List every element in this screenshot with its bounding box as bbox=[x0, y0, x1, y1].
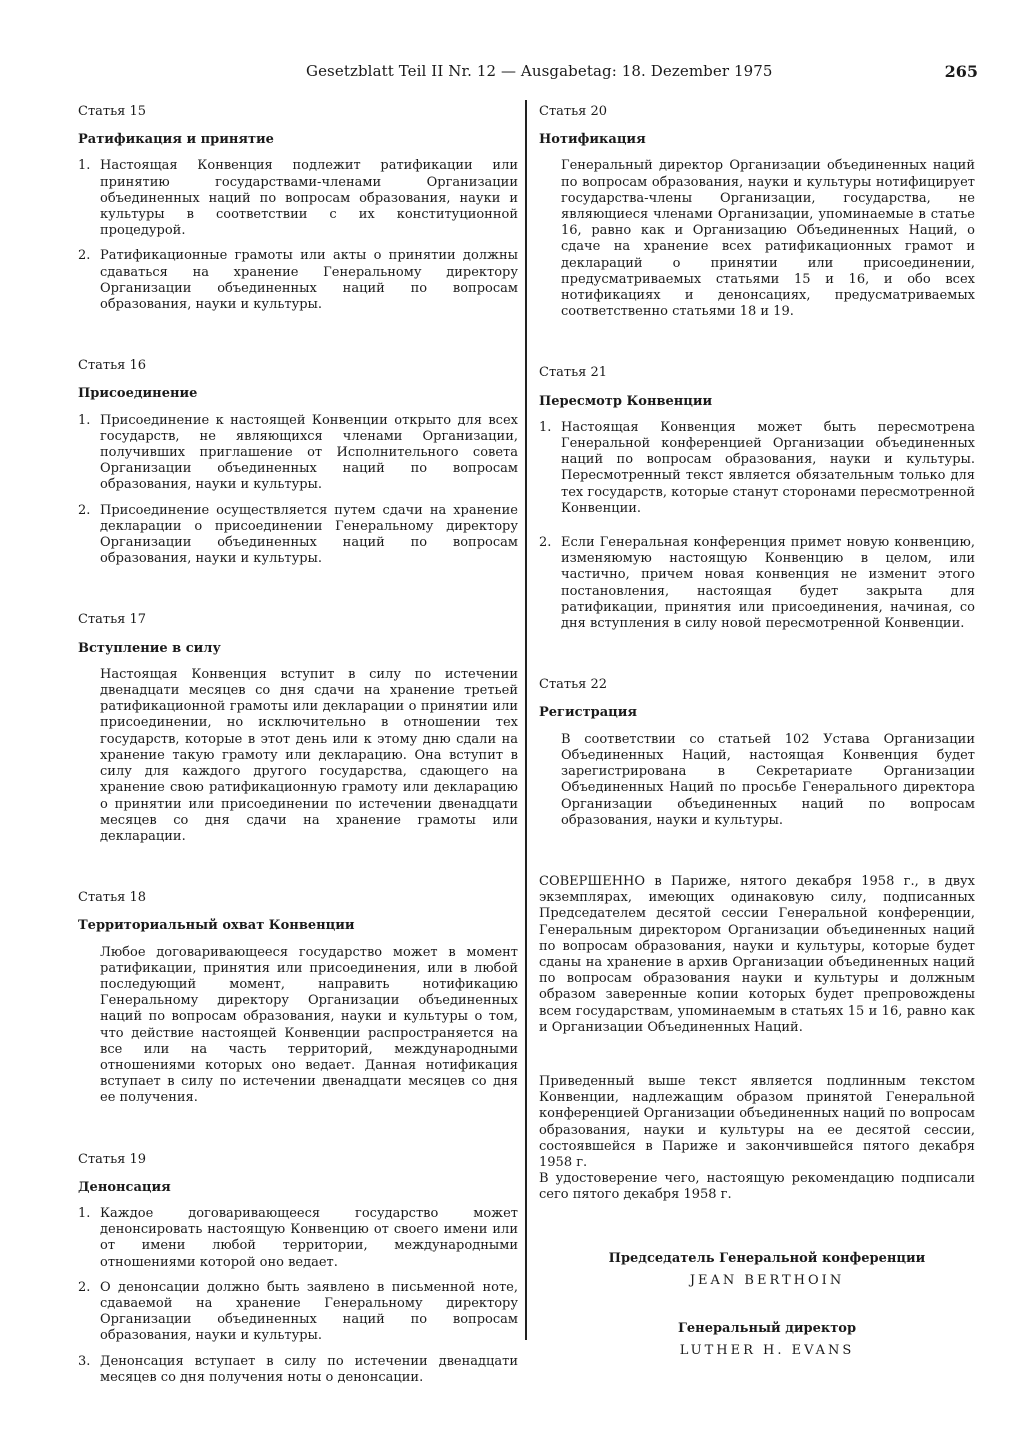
article-title: Регистрация bbox=[539, 705, 637, 721]
item-number: 1. bbox=[78, 412, 91, 428]
signatory-role: Генеральный директор bbox=[677, 1320, 857, 1336]
item-number: 2. bbox=[78, 1279, 91, 1295]
spacer bbox=[78, 1116, 518, 1152]
article-number: Статья 18 bbox=[78, 890, 147, 906]
item-number: 1. bbox=[78, 158, 91, 174]
list-item bbox=[78, 413, 518, 494]
list-item bbox=[539, 535, 975, 632]
article-number: Статья 20 bbox=[539, 104, 608, 119]
list-item bbox=[78, 1206, 518, 1271]
list-item bbox=[78, 1354, 518, 1386]
item-number: 2. bbox=[78, 502, 91, 518]
list-item bbox=[78, 248, 518, 313]
column-divider bbox=[525, 100, 527, 1340]
page-number: 265 bbox=[944, 62, 978, 81]
article-title: Ратификация и принятие bbox=[78, 132, 274, 148]
article-text: В соответствии со статьей 102 Устава Организации Объединенных Наций, настоящая Конвенция будет зарегистрирована в Секретариате Организации Объединенных Наций по просьбе Генерального директора Организации объединенных наций по вопросам образования, науки и культуры. bbox=[561, 731, 975, 828]
article-text: Настоящая Конвенция вступит в силу по истечении двенадцати месяцев со дня сдачи на хранение третьей ратификационной грамоты или декларации о принятии или присоединении, но исключительно в отношении тех государств, которые в этот день или к этому дню сдали на хранение такую грамоту или декларацию. Она вступит в силу для каждого другого государства, сдающего на хранение свою ратификационную грамоту или декларацию о принятии или присоединении по истечении двенадцати месяцев со дня сдачи на хранение грамоты или декларации. bbox=[100, 666, 518, 844]
list-item bbox=[78, 158, 518, 239]
item-text: Настоящая Конвенция может быть пересмотрена Генеральной конференцией Организации объединенных наций по вопросам образования, науки и культуры. Пересмотренный текст является обязательным только для тех государств, которые станут сторонами пересмотренной Конвенции. bbox=[561, 419, 975, 516]
item-text: Присоединение осуществляется путем сдачи на хранение декларации о присоединении Генеральному директору Организации объединенных наций по вопросам образования, науки и культуры. bbox=[100, 502, 518, 567]
article-number: Статья 16 bbox=[78, 358, 147, 374]
spacer bbox=[539, 838, 975, 874]
signatory-name: LUTHER H. EVANS bbox=[679, 1343, 855, 1359]
item-number: 2. bbox=[539, 535, 552, 551]
spacer bbox=[78, 322, 518, 358]
right-column bbox=[539, 104, 975, 1391]
article-number: Статья 15 bbox=[78, 104, 147, 119]
article-text: Любое договаривающееся государство может в момент ратификации, принятия или присоединения, или в любой последующий момент, направить нотификацию Генеральному директору Организации объединенных наций по вопросам образования, науки и культуры о том, что действие настоящей Конвенции распространяется на все или на часть территорий, международными отношениями которых оно ведает. Данная нотификация вступает в силу по истечении двенадцати месяцев со дня ее получения. bbox=[100, 944, 518, 1106]
article-20 bbox=[539, 104, 975, 320]
article-number: Статья 22 bbox=[539, 677, 608, 693]
article-15 bbox=[78, 104, 518, 313]
signatory-role: Председатель Генеральной конференции bbox=[608, 1250, 926, 1266]
item-text: Настоящая Конвенция подлежит ратификации или принятию государствами-членами Организации объединенных наций по вопросам образования, науки и культуры в соответствии с их конституционной процедурой. bbox=[100, 158, 518, 239]
article-title: Денонсация bbox=[78, 1179, 171, 1195]
left-column bbox=[78, 104, 518, 1395]
article-22 bbox=[539, 677, 975, 829]
list-item bbox=[78, 503, 518, 568]
article-18 bbox=[78, 890, 518, 1106]
article-title: Нотификация bbox=[539, 132, 646, 148]
article-title: Вступление в силу bbox=[78, 640, 221, 656]
item-text: Ратификационные грамоты или акты о принятии должны сдаваться на хранение Генеральному директору Организации объединенных наций по вопросам образования, науки и культуры. bbox=[100, 248, 518, 313]
list-item bbox=[539, 420, 975, 517]
authentic-text-paragraph: Приведенный выше текст является подлинным текстом Конвенции, надлежащим образом принятой Генеральной конференцией Организации объединенных наций по вопросам образования, науки и культуры на ее десятой сессии, состоявшейся в Париже и закончившейся пятого декабря 1958 г. bbox=[539, 1073, 975, 1170]
article-16 bbox=[78, 358, 518, 567]
item-number: 1. bbox=[539, 419, 552, 435]
list-item bbox=[78, 1280, 518, 1345]
article-title: Пересмотр Конвенции bbox=[539, 393, 713, 409]
article-text: Генеральный директор Организации объединенных наций по вопросам образования, науки и культуры нотифицирует государства-члены Организации, государства, не являющиеся членами Организации, упоминаемые в статье 16, равно как и Организацию Объединенных Наций, о сдаче на хранение всех ратификационных грамот и деклараций о принятии или присоединении, предусматриваемых статьями 15 и 16, и обо всех нотификациях и денонсациях, предусматриваемых соответственно статьями 18 и 19. bbox=[561, 158, 975, 320]
article-17 bbox=[78, 612, 518, 845]
item-text: О денонсации должно быть заявлено в письменной ноте, сдаваемой на хранение Генеральному директору Организации объединенных наций по вопросам образования, науки и культуры. bbox=[100, 1279, 518, 1344]
spacer bbox=[539, 1213, 975, 1251]
article-21 bbox=[539, 365, 975, 632]
spacer bbox=[539, 641, 975, 677]
article-title: Присоединение bbox=[78, 386, 198, 402]
page-header bbox=[0, 62, 1024, 86]
item-text: Присоединение к настоящей Конвенции открыто для всех государств, не являющихся членами Организации, получивших приглашение от Исполнительного совета Организации объединенных наций по вопросам образования, науки и культуры. bbox=[100, 412, 518, 493]
done-at-paragraph: СОВЕРШЕННО в Париже, нятого декабря 1958 г., в двух экземплярах, имеющих одинаковую силу, подписанных Председателем десятой сессии Генеральной конференции, Генеральным директором Организации объединенных наций по вопросам образования, науки и культуры, которые будет сданы на хранение в архив Организации объединенных наций по вопросам образования науки и культуры и должным образом заверенные копии которых будет препровождены всем государствам, упоминаемым в статьях 15 и 16, равно как и Организации Объединенных Наций. bbox=[539, 873, 975, 1035]
spacer bbox=[78, 576, 518, 612]
article-number: Статья 21 bbox=[539, 365, 608, 381]
item-text: Каждое договаривающееся государство может денонсировать настоящую Конвенцию от своего имени или от имени любой территории, международными отношениями которой оно ведает. bbox=[100, 1205, 518, 1270]
item-text: Денонсация вступает в силу по истечении двенадцати месяцев со дня получения ноты о денонсации. bbox=[100, 1353, 518, 1385]
signature-block bbox=[539, 1251, 975, 1360]
item-number: 2. bbox=[78, 248, 91, 264]
article-number: Статья 19 bbox=[78, 1151, 147, 1167]
article-number: Статья 17 bbox=[78, 612, 147, 628]
witness-paragraph: В удостоверение чего, настоящую рекомендацию подписали сего пятого декабря 1958 г. bbox=[539, 1171, 975, 1203]
gazette-title: Gesetzblatt Teil II Nr. 12 — Ausgabetag: 18. Dezember 1975 bbox=[306, 62, 773, 80]
item-text: Если Генеральная конференция примет новую конвенцию, изменяюмую настоящую Конвенцию в целом, или частично, причем новая конвенция не изменит этого постановления, настоящая будет закрыта для ратификации, принятия или присоединения, начиная, со дня вступления в силу новой пересмотренной Конвенции. bbox=[561, 535, 975, 632]
spacer bbox=[539, 329, 975, 365]
spacer bbox=[78, 854, 518, 890]
item-number: 3. bbox=[78, 1353, 91, 1369]
article-title: Территориальный охват Конвенции bbox=[78, 918, 355, 934]
spacer bbox=[539, 1048, 975, 1074]
article-19 bbox=[78, 1152, 518, 1386]
signatory-name: JEAN BERTHOIN bbox=[689, 1272, 845, 1288]
item-number: 1. bbox=[78, 1205, 91, 1221]
